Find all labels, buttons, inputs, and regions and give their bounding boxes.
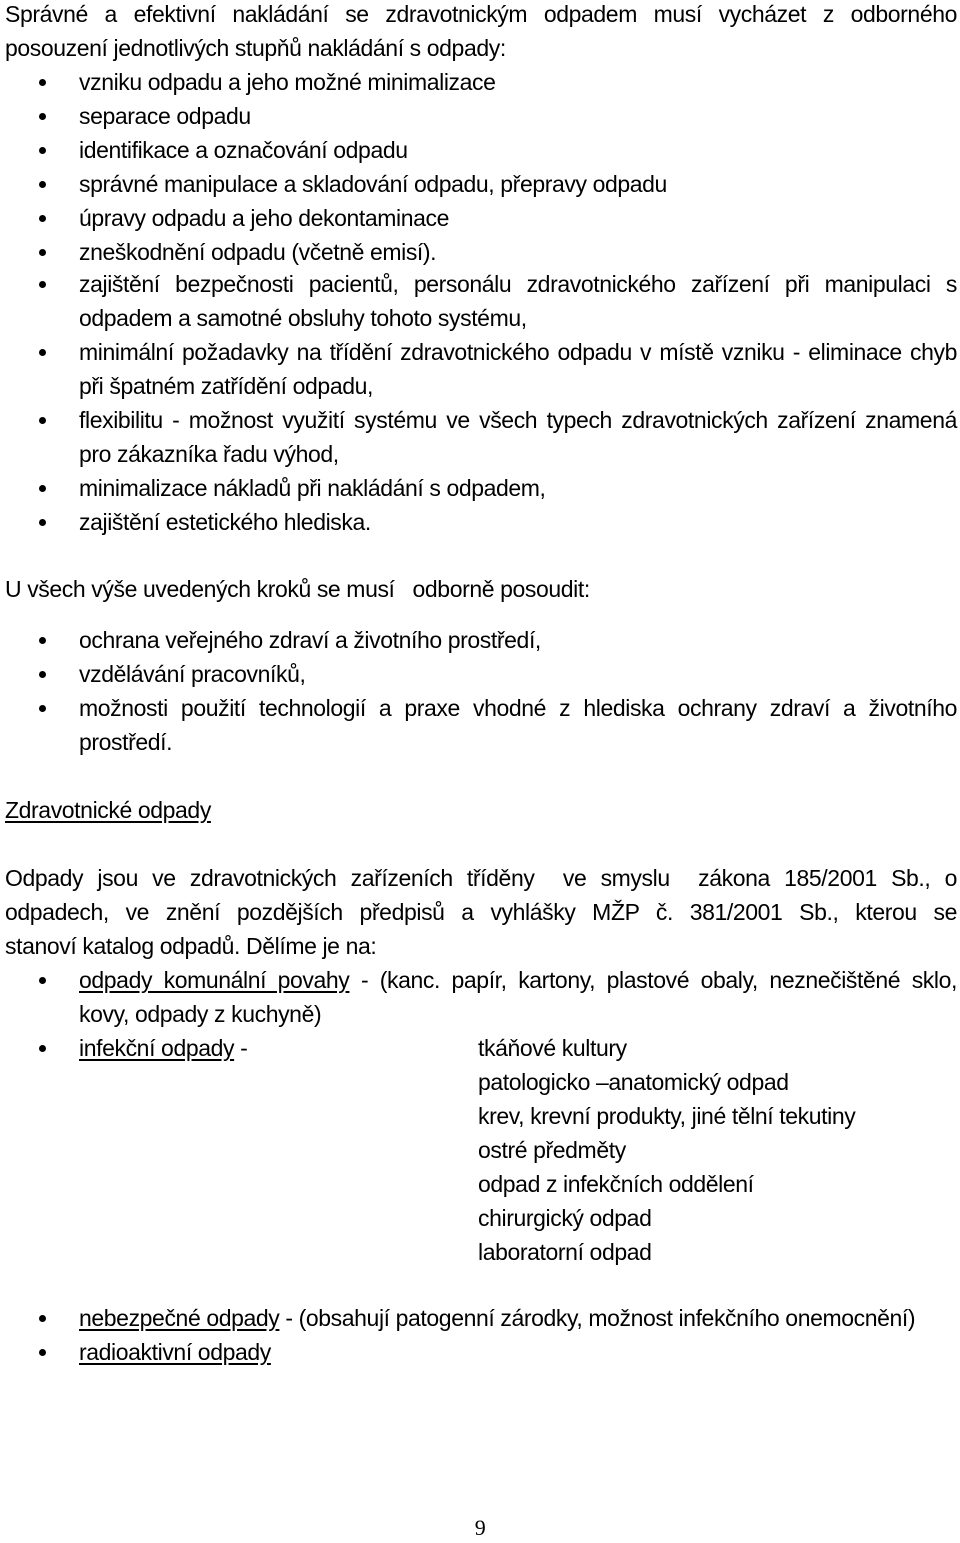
list-item: vzdělávání pracovníků, [0, 657, 960, 691]
list-item: správné manipulace a skladování odpadu, přepravy odpadu [0, 167, 960, 201]
list-item: vzniku odpadu a jeho možné minimalizace [0, 65, 960, 99]
list-item: minimalizace nákladů při nakládání s odpadem, [0, 471, 960, 505]
bullet-icon [39, 1045, 46, 1052]
category-label: infekční odpady [79, 1035, 235, 1061]
bullet-icon [39, 249, 46, 256]
list-item: separace odpadu [0, 99, 960, 133]
infectious-type: laboratorní odpad [478, 1239, 652, 1265]
infectious-type: odpad z infekčních oddělení [478, 1171, 754, 1197]
list-item: ochrana veřejného zdraví a životního prostředí, [0, 623, 960, 657]
category-infectious [0, 1031, 960, 1269]
list-item: zajištění estetického hlediska. [0, 505, 960, 539]
bullet-icon [39, 181, 46, 188]
category-radioactive [0, 1335, 960, 1369]
bullet-icon [39, 1349, 46, 1356]
bullet-icon [39, 113, 46, 120]
waste-categories-list [0, 963, 960, 1269]
bullet-icon [39, 637, 46, 644]
assess-intro: U všech výše uvedených kroků se musí odborně posoudit: [5, 576, 590, 602]
infectious-type: chirurgický odpad [478, 1205, 652, 1231]
list-item: úpravy odpadu a jeho dekontaminace [0, 201, 960, 235]
list-item: minimální požadavky na třídění zdravotnického odpadu v místě vzniku - eliminace chyb při špatném zatřídění odpadu, [0, 335, 960, 403]
infectious-type: patologicko –anatomický odpad [478, 1069, 789, 1095]
category-label: radioaktivní odpady [79, 1339, 271, 1365]
intro-line-1: Správné a efektivní nakládání se zdravotnickým odpadem musí vycházet z odborného [5, 1, 957, 27]
list-item: možnosti použití technologií a praxe vhodné z hlediska ochrany zdraví a životního prostředí. [0, 691, 960, 759]
section-para-line-2: odpadech, ve znění pozdějších předpisů a vyhlášky MŽP č. 381/2001 Sb., kterou se [5, 899, 957, 925]
page-number: 9 [474, 1515, 486, 1540]
bullet-icon [39, 977, 46, 984]
category-label: nebezpečné odpady [79, 1305, 280, 1331]
goals-list [0, 267, 960, 539]
category-label: odpady komunální povahy [79, 967, 350, 993]
bullet-icon [39, 417, 46, 424]
waste-categories-list-continued [0, 1301, 960, 1369]
infectious-type: krev, krevní produkty, jiné tělní tekutiny [478, 1103, 856, 1129]
list-item: zneškodnění odpadu (včetně emisí). [0, 235, 960, 269]
list-item: identifikace a označování odpadu [0, 133, 960, 167]
assess-list [0, 623, 960, 759]
category-communal [0, 963, 960, 1031]
list-item: zajištění bezpečnosti pacientů, personálu zdravotnického zařízení při manipulaci s odpadem a samotné obsluhy tohoto systému, [0, 267, 960, 335]
bullet-icon [39, 519, 46, 526]
bullet-icon [39, 79, 46, 86]
infectious-type: ostré předměty [478, 1137, 626, 1163]
section-para-line-3: stanoví katalog odpadů. Dělíme je na: [5, 933, 377, 959]
infectious-type: tkáňové kultury [478, 1035, 627, 1061]
category-description: - (obsahují patogenní zárodky, možnost infekčního onemocnění) [279, 1305, 916, 1331]
bullet-icon [39, 671, 46, 678]
category-description: - (kanc. papír, kartony, plastové obaly, neznečištěné sklo, kovy, odpady z kuchyně) [79, 967, 958, 1027]
bullet-icon [39, 349, 46, 356]
section-heading: Zdravotnické odpady [5, 797, 211, 823]
bullet-icon [39, 1315, 46, 1322]
bullet-icon [39, 215, 46, 222]
steps-list [0, 65, 960, 269]
category-dash: - [234, 1035, 248, 1061]
section-para-line-1: Odpady jsou ve zdravotnických zařízeních tříděny ve smyslu zákona 185/2001 Sb., o [5, 865, 957, 891]
category-hazardous [0, 1301, 960, 1335]
intro-line-2: posouzení jednotlivých stupňů nakládání s odpady: [5, 35, 506, 61]
list-item: flexibilitu - možnost využití systému ve všech typech zdravotnických zařízení znamená pro zákazníka řadu výhod, [0, 403, 960, 471]
bullet-icon [39, 485, 46, 492]
bullet-icon [39, 281, 46, 288]
bullet-icon [39, 147, 46, 154]
bullet-icon [39, 705, 46, 712]
